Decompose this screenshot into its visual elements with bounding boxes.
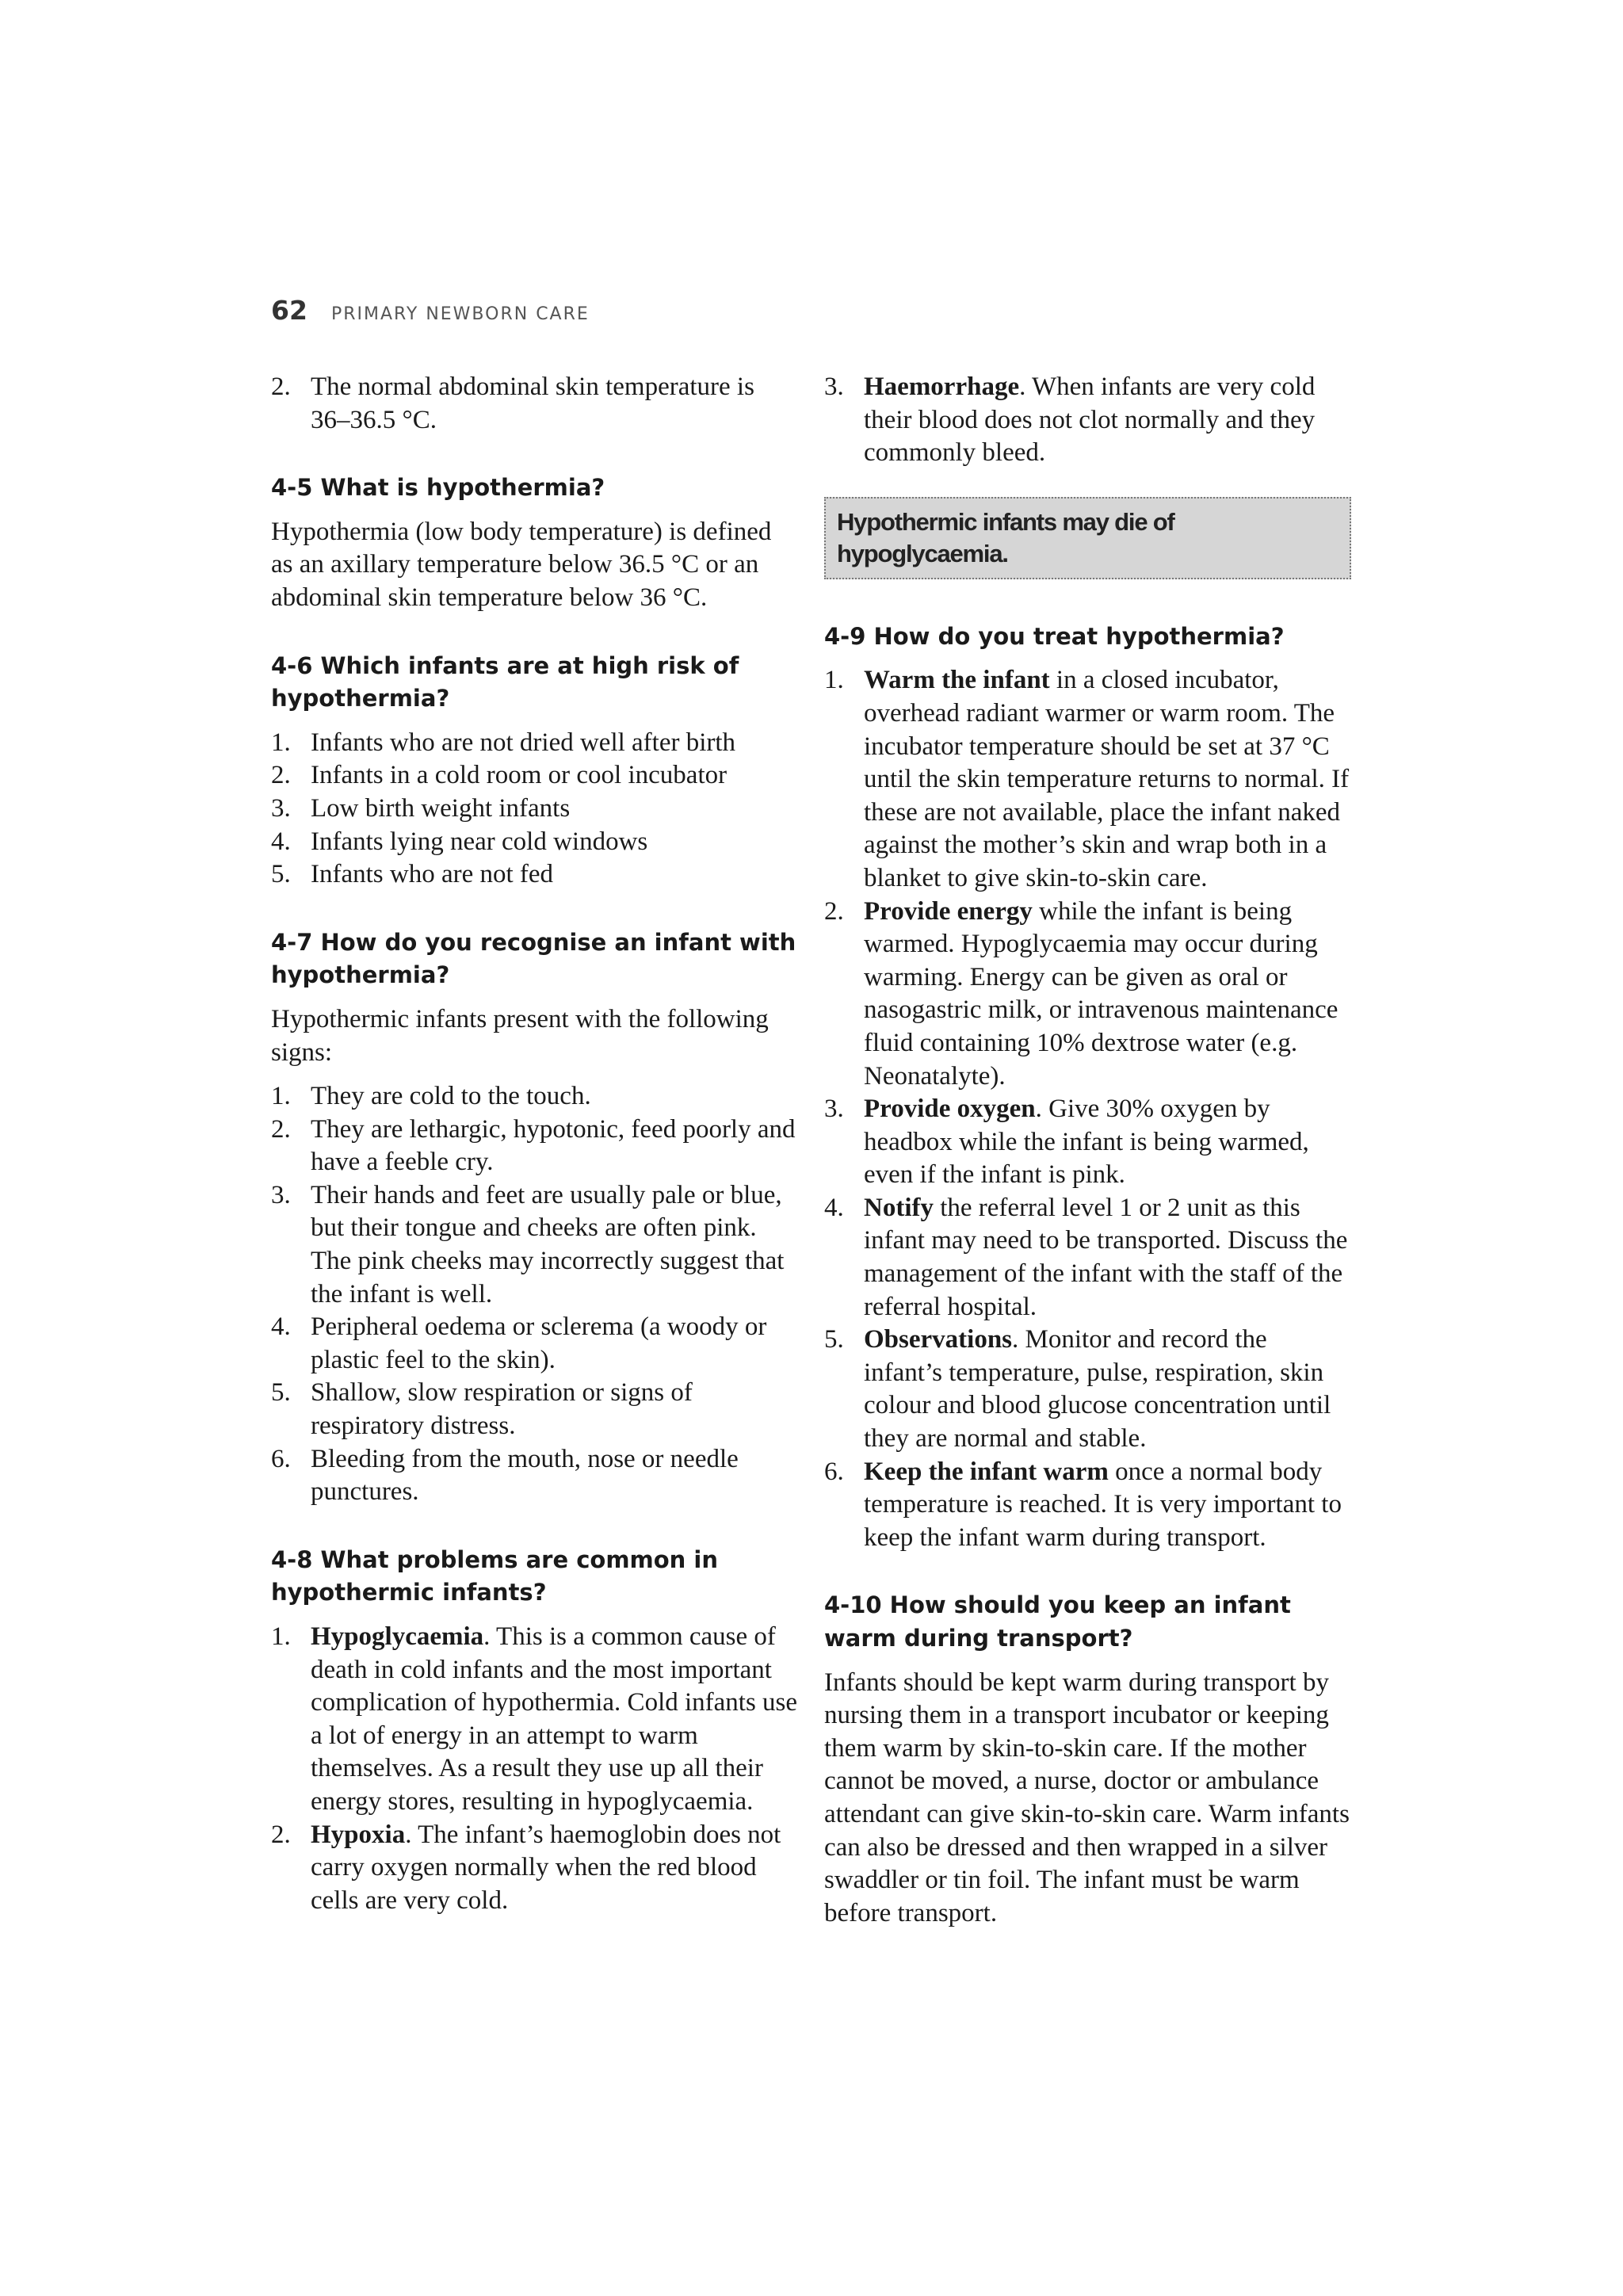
section-heading-4-8: 4-8 What problems are common in hypothermic infants? (271, 1545, 719, 1606)
item-body (864, 1192, 1351, 1324)
item-body (864, 371, 1351, 470)
item-text: . When infants are very cold their blood does not clot normally and they commonly bleed. (864, 372, 1316, 468)
item-text: Infants who are not dried well after birth (311, 728, 736, 757)
running-head (271, 295, 590, 326)
list-item (271, 1819, 798, 1918)
list-item (271, 793, 798, 826)
item-term: Haemorrhage (864, 372, 1020, 401)
item-text: . Give 30% oxygen by headbox while the infant is being warmed, even if the infant is pink. (864, 1095, 1309, 1190)
left-column (271, 371, 798, 1928)
item-term: Provide energy (864, 896, 1033, 926)
section-heading-4-5: 4-5 What is hypothermia? (271, 474, 605, 502)
item-text: Their hands and feet are usually pale or blue, but their tongue and cheeks are often pink. The pink cheeks may incorrectly suggest that the infant is well. (311, 1180, 785, 1308)
item-number: 1. (824, 666, 844, 695)
item-term: Keep the infant warm (864, 1457, 1109, 1486)
item-text: . This is a common cause of death in cold infants and the most important complication of hypothermia. Cold infants use a lot of energy in an attempt to warm themselves. As a result they use up all their energy stores, resulting in hypoglycaemia. (311, 1622, 798, 1816)
list-item (271, 1114, 798, 1179)
item-number: 4. (271, 1312, 291, 1342)
section-text-4-5: Hypothermia (low body temperature) is defined as an axillary temperature below 36.5 °C or an abdominal skin temperature below 36 °C. (271, 517, 772, 612)
list-item (824, 896, 1351, 1094)
right-column (824, 371, 1351, 1941)
item-number: 4. (824, 1193, 844, 1222)
item-term: Hypoglycaemia (311, 1622, 484, 1651)
risk-list (271, 727, 798, 892)
item-text: They are cold to the touch. (311, 1082, 591, 1111)
list-item (824, 664, 1351, 895)
item-body (311, 1819, 798, 1918)
list-item (271, 1080, 798, 1114)
item-text: the referral level 1 or 2 unit as this infant may need to be transported. Discuss the management of the infant with the staff of the referral hospital. (864, 1193, 1348, 1321)
item-body (864, 1456, 1351, 1555)
item-number: 6. (824, 1457, 844, 1486)
item-text: They are lethargic, hypotonic, feed poorly and have a feeble cry. (311, 1114, 796, 1177)
item-number: 2. (824, 896, 844, 926)
item-number: 2. (271, 1820, 291, 1849)
list-item (271, 858, 798, 892)
list-item (824, 371, 1351, 470)
list-item (824, 1324, 1351, 1455)
list-item (824, 1456, 1351, 1555)
item-text: Infants lying near cold windows (311, 827, 648, 856)
item-body (311, 1621, 798, 1819)
list-item (271, 727, 798, 760)
list-item (271, 826, 798, 859)
problems-list (271, 1621, 798, 1917)
item-number: 1. (271, 1082, 291, 1111)
item-number: 1. (271, 1622, 291, 1651)
item-number: 5. (271, 1378, 291, 1408)
item-number: 2. (271, 761, 291, 790)
callout-box: Hypothermic infants may die of hypoglycaemia. (824, 497, 1351, 579)
list-item (271, 371, 798, 437)
item-text: Peripheral oedema or sclerema (a woody or plastic feel to the skin). (311, 1312, 767, 1374)
item-term: Observations (864, 1325, 1013, 1354)
item-number: 6. (271, 1444, 291, 1473)
list-item (271, 1179, 798, 1311)
item-text: in a closed incubator, overhead radiant warmer or warm room. The incubator temperature should be set at 37 °C until the skin temperature returns to normal. If these are not available, place the infant naked against the mother’s skin and wrap both in a blanket to give skin-to-skin care. (864, 666, 1350, 892)
item-term: Hypoxia (311, 1820, 406, 1849)
item-text: Infants in a cold room or cool incubator (311, 761, 727, 790)
item-number: 1. (271, 728, 291, 757)
signs-list (271, 1080, 798, 1509)
item-term: Provide oxygen (864, 1095, 1036, 1124)
item-text: once a normal body temperature is reached. It is very important to keep the infant warm during transport. (864, 1457, 1342, 1552)
item-text: . Monitor and record the infant’s temperature, pulse, respiration, skin colour and blood glucose concentration until they are normal and stable. (864, 1325, 1331, 1454)
item-number: 2. (271, 1114, 291, 1144)
item-term: Notify (864, 1193, 934, 1222)
item-body (864, 1324, 1351, 1455)
list-item (824, 1093, 1351, 1192)
list-item (271, 1377, 798, 1442)
list-item (271, 759, 798, 793)
item-number: 3. (824, 372, 844, 401)
item-text: Low birth weight infants (311, 793, 571, 823)
continued-list (824, 371, 1351, 470)
section-heading-4-9: 4-9 How do you treat hypothermia? (824, 622, 1285, 650)
book-title: PRIMARY NEWBORN CARE (330, 304, 590, 324)
item-number: 2. (271, 372, 291, 401)
item-text: The normal abdominal skin temperature is 36–36.5 °C. (311, 372, 754, 434)
item-number: 3. (271, 1180, 291, 1209)
item-number: 5. (271, 860, 291, 889)
section-intro-4-7: Hypothermic infants present with the following signs: (271, 1004, 769, 1067)
item-text: while the infant is being warmed. Hypoglycaemia may occur during warming. Energy can be given as oral or nasogastric milk, or intravenous maintenance fluid containing 10% dextrose water (e.g. Neonatalyte). (864, 896, 1338, 1091)
list-item (271, 1621, 798, 1819)
treatment-list (824, 664, 1351, 1554)
list-item (824, 1192, 1351, 1324)
item-body (864, 1093, 1351, 1192)
item-body (864, 664, 1351, 895)
section-heading-4-6: 4-6 Which infants are at high risk of hypothermia? (271, 651, 739, 712)
list-item (271, 1311, 798, 1377)
item-text: Infants who are not fed (311, 860, 554, 889)
section-heading-4-10: 4-10 How should you keep an infant warm during transport? (824, 1591, 1291, 1652)
item-text: . The infant’s haemoglobin does not carry oxygen normally when the red blood cells are very cold. (311, 1820, 781, 1915)
item-number: 3. (824, 1095, 844, 1124)
page-number: 62 (271, 295, 307, 326)
list-item (271, 1443, 798, 1509)
continued-list (271, 371, 798, 437)
item-number: 3. (271, 793, 291, 823)
item-term: Warm the infant (864, 666, 1050, 695)
item-body (864, 896, 1351, 1094)
item-number: 5. (824, 1325, 844, 1354)
item-number: 4. (271, 827, 291, 856)
section-heading-4-7: 4-7 How do you recognise an infant with hypothermia? (271, 928, 796, 989)
section-text-4-10: Infants should be kept warm during transport by nursing them in a transport incubator or keeping them warm by skin-to-skin care. If the mother cannot be moved, a nurse, doctor or ambulance attendant can give skin-to-skin care. Warm infants can also be dressed and then wrapped in a silver swaddler or tin foil. The infant must be warm before transport. (824, 1668, 1350, 1927)
item-text: Bleeding from the mouth, nose or needle punctures. (311, 1444, 739, 1507)
item-text: Shallow, slow respiration or signs of respiratory distress. (311, 1378, 693, 1441)
